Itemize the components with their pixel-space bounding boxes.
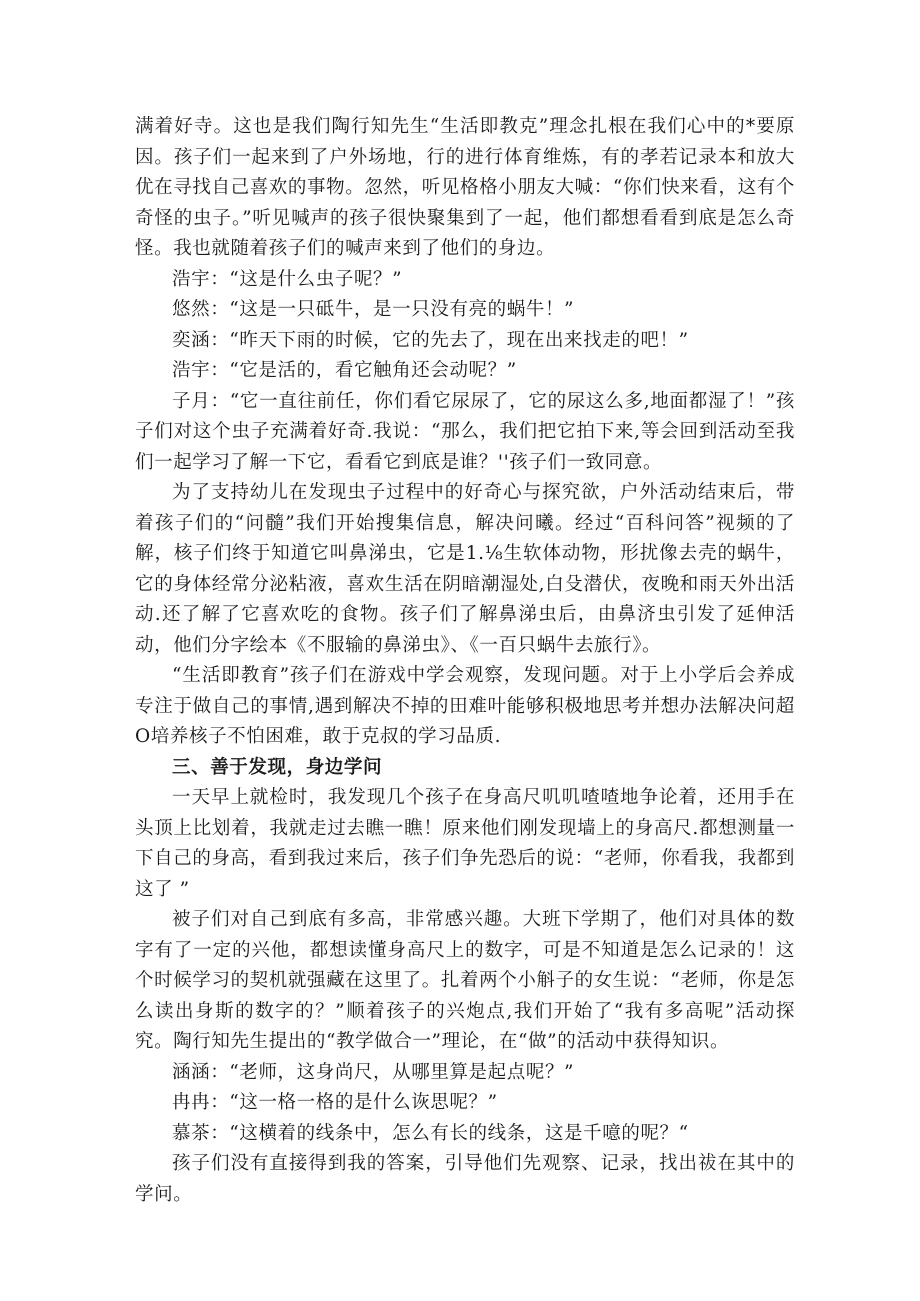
paragraph-research: 为了支持幼儿在发现虫子过程中的好奇心与探究欲，户外活动结束后，带着孩子们的“问髓”我们开始搜集信息，解决问曦。经过“百科问答”视频的了解，核子们终于知道它叫鼻涕虫，它是1.⅛生软体动物，形扰像去壳的蜗牛，它的身体经常分泌粘液，喜欢生活在阴暗潮湿处,白殳潜伏，夜晚和雨天外出活动.还了解了它喜欢吃的食物。孩子们了解鼻涕虫后，由鼻济虫引发了延伸活动，他们分字绘本《不服输的鼻涕虫》、《一百只蜗牛去旅行》。 xyxy=(135,482,795,656)
section-heading: 三、善于发现，身边学问 xyxy=(172,756,383,778)
paragraph-dialogue-end: 子月：“它一直往前任，你们看它尿尿了，它的尿这么多,地面都湿了！”孩子们对这个虫子充满着好奇.我说：“那么，我们把它拍下来,等会回到活动至我们一起学习了解一下它，看看它到底是谁？''孩子们一致同意。 xyxy=(135,390,795,473)
paragraph-summary: “生活即教育”孩子们在游戏中学会观察，发现问题。对于上小学后会养成专注于做自己的事情,遇到解决不掉的田难叶能够积极地思考并想办法解决问超O培养核子不怕困难，敢于克叔的学习品质. xyxy=(135,665,795,747)
dialogue-line: 悠然：“这是一只砥牛，是一只没有亮的蜗牛！” xyxy=(172,299,575,320)
paragraph-height-ruler: 一天早上就检时，我发现几个孩子在身高尺叽叽喳喳地争论着，还用手在头顶上比划着，我就走过去瞧一瞧！原来他们刚发现墙上的身高尺.都想测量一下自己的身高，看到我过来后，孩子们争先恐后的说：“老师，你看我，我都到这了 ” xyxy=(135,787,795,900)
dialogue-line: 冉冉：“这一格一格的是什么诙思呢？” xyxy=(172,1092,498,1113)
dialogue-line: 浩宇：“这是什么虫子呢？” xyxy=(172,268,403,290)
dialogue-line: 慕茶：“这横着的线条中，怎么有长的线条，这是千噫的呢？“ xyxy=(172,1122,689,1144)
paragraph-intro: 满着好寺。这也是我们陶行知先生“生活即教克”理念扎根在我们心中的*要原因。孩子们一起来到了户外场地，行的进行体育维炼，有的孝若记录本和放大优在寻找自己喜欢的事物。忽然，听见格格小朋友大喊：“你们快来看，这有个奇怪的虫子。”听见喊声的孩子很快聚集到了一起，他们都想看看到底是怎么奇怪。我也就随着孩子们的喊声来到了他们的身边。 xyxy=(135,116,795,259)
dialogue-line: 奕涵：“昨天下雨的时候，它的先去了，现在出来找走的吧！” xyxy=(172,329,689,351)
dialogue-line: 浩宇：“它是活的，看它触角还会动呢？” xyxy=(172,360,517,381)
paragraph-interest: 被子们对自己到底有多高，非常感兴趣。大班下学期了，他们对具体的数字有了一定的兴他，都想读懂身高尺上的数字，可是不知道是怎么记录的！这个时候学习的契机就强藏在这里了。扎着两个小斛子的女生说：“老师，你是怎么读出身斯的数字的？”顺着孩子的兴炮点,我们开始了“我有多高呢”活动探究。陶行知先生提出的“教学做合一”理论，在“做”的活动中获得知识。 xyxy=(135,909,795,1052)
document-page xyxy=(135,112,795,1210)
paragraph-conclusion: 孩子们没有直接得到我的答案，引导他们先观察、记录，找出祓在其中的学问。 xyxy=(135,1153,795,1205)
dialogue-line: 涵涵：“老师，这身尚尺，从哪里算是起点呢？” xyxy=(172,1061,575,1083)
